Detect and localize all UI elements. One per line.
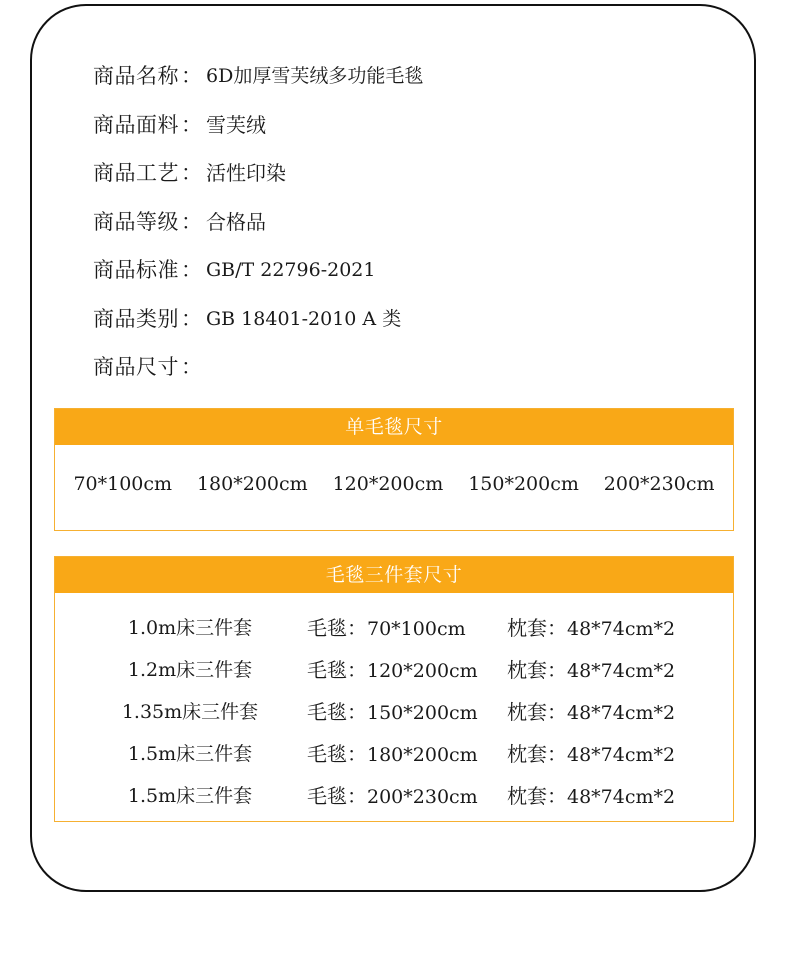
pillow-label: 枕套： <box>507 658 567 682</box>
size-item: 70*100cm <box>73 473 173 495</box>
set-blanket-size <box>307 775 478 818</box>
spec-value: 合格品 <box>206 209 266 234</box>
single-blanket-size-title: 单毛毯尺寸 <box>55 409 733 445</box>
spec-colon: ： <box>181 209 202 234</box>
blanket-label: 毛毯： <box>307 784 367 808</box>
size-item: 180*200cm <box>196 473 308 495</box>
set-name: 1.2m床三件套 <box>127 659 253 681</box>
spec-value: 活性印染 <box>206 161 286 185</box>
spec-colon: ： <box>181 355 202 379</box>
spec-list <box>93 52 423 392</box>
blanket-label: 毛毯： <box>307 742 367 766</box>
set-blanket-size <box>307 733 478 776</box>
set-row <box>55 607 733 649</box>
blanket-value: 120*200cm <box>367 660 478 682</box>
three-piece-set-rows <box>55 607 733 817</box>
spec-row-process <box>93 149 423 198</box>
spec-label: 商品面料 <box>93 112 179 137</box>
set-blanket-size <box>307 649 478 692</box>
spec-label: 商品标准 <box>93 258 179 282</box>
set-pillow-size <box>507 733 675 776</box>
blanket-value: 200*230cm <box>367 786 478 808</box>
pillow-value: 48*74cm*2 <box>567 786 676 808</box>
set-pillow-size <box>507 775 675 818</box>
set-row <box>55 649 733 691</box>
set-name: 1.5m床三件套 <box>127 743 253 765</box>
spec-value: 6D加厚雪芙绒多功能毛毯 <box>206 65 424 87</box>
blanket-value: 180*200cm <box>367 744 478 766</box>
three-piece-set-size-box <box>54 556 734 822</box>
three-piece-set-size-title: 毛毯三件套尺寸 <box>55 557 733 593</box>
set-name: 1.35m床三件套 <box>121 701 259 723</box>
spec-label: 商品名称 <box>93 64 179 88</box>
spec-colon: ： <box>181 64 202 88</box>
pillow-value: 48*74cm*2 <box>567 744 676 766</box>
single-blanket-size-list <box>55 473 733 495</box>
set-name: 1.0m床三件套 <box>127 617 253 639</box>
spec-row-grade <box>93 198 423 247</box>
set-name: 1.5m床三件套 <box>127 785 253 807</box>
blanket-label: 毛毯： <box>307 658 367 682</box>
spec-colon: ： <box>181 161 202 185</box>
set-row <box>55 733 733 775</box>
spec-value: GB/T 22796-2021 <box>206 259 376 281</box>
pillow-value: 48*74cm*2 <box>567 618 676 640</box>
spec-row-name <box>93 52 423 101</box>
blanket-label: 毛毯： <box>307 616 367 640</box>
spec-row-size <box>93 343 423 392</box>
pillow-value: 48*74cm*2 <box>567 702 676 724</box>
spec-label: 商品尺寸 <box>93 355 179 379</box>
spec-row-category <box>93 295 423 344</box>
spec-colon: ： <box>181 112 202 137</box>
spec-label: 商品类别 <box>93 306 179 331</box>
spec-colon: ： <box>181 258 202 282</box>
pillow-label: 枕套： <box>507 616 567 640</box>
blanket-value: 70*100cm <box>367 618 466 640</box>
blanket-label: 毛毯： <box>307 700 367 724</box>
single-blanket-size-box <box>54 408 734 531</box>
set-pillow-size <box>507 649 675 692</box>
blanket-value: 150*200cm <box>367 702 478 724</box>
set-pillow-size <box>507 607 675 650</box>
spec-value: 雪芙绒 <box>206 112 266 137</box>
spec-colon: ： <box>181 306 202 331</box>
spec-label: 商品等级 <box>93 209 179 234</box>
pillow-value: 48*74cm*2 <box>567 660 676 682</box>
spec-row-fabric <box>93 101 423 150</box>
size-item: 200*230cm <box>603 473 715 495</box>
set-row <box>55 691 733 733</box>
spec-value: GB 18401-2010 A 类 <box>206 307 402 330</box>
set-blanket-size <box>307 607 466 650</box>
size-item: 150*200cm <box>468 473 579 495</box>
pillow-label: 枕套： <box>507 700 567 724</box>
set-row <box>55 775 733 817</box>
pillow-label: 枕套： <box>507 742 567 766</box>
set-pillow-size <box>507 691 675 734</box>
set-blanket-size <box>307 691 478 734</box>
size-item: 120*200cm <box>332 473 444 495</box>
spec-label: 商品工艺 <box>93 161 179 185</box>
pillow-label: 枕套： <box>507 784 567 808</box>
spec-row-standard <box>93 246 423 295</box>
